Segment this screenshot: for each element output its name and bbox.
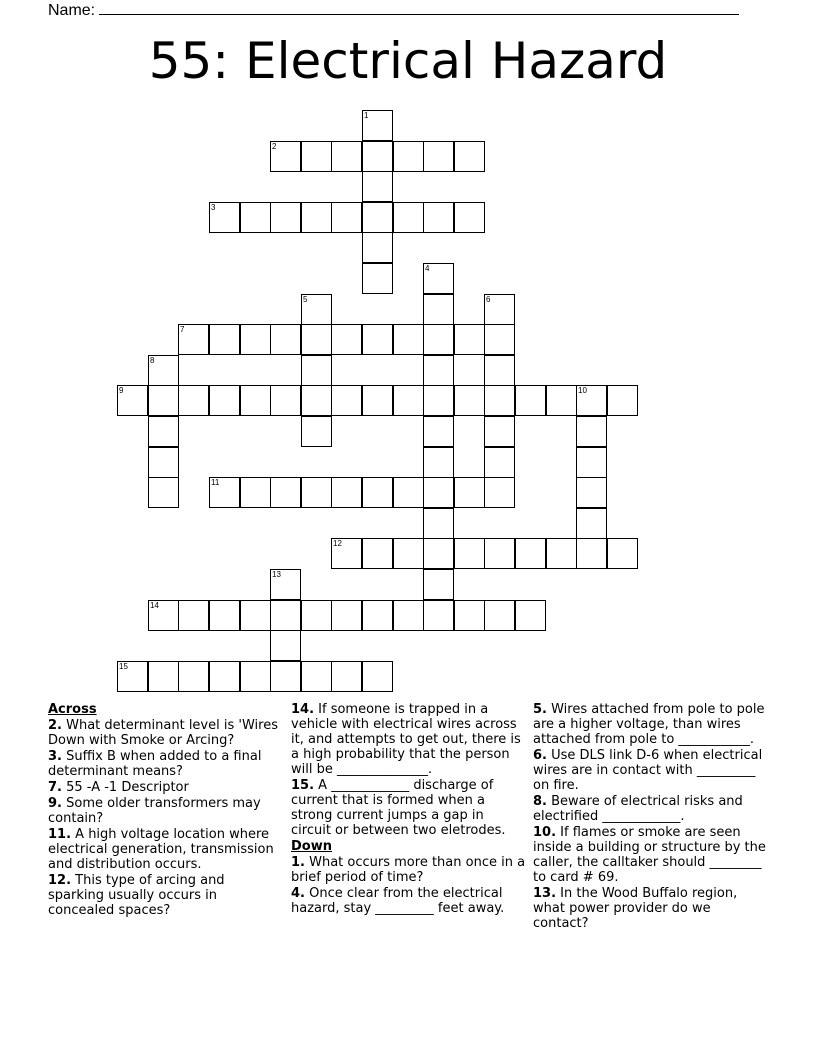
grid-cell[interactable]	[331, 202, 362, 233]
grid-cell[interactable]	[209, 477, 240, 508]
grid-cell[interactable]	[454, 202, 485, 233]
grid-cell[interactable]	[362, 600, 393, 631]
clue-text: In the Wood Buffalo region, what power provider do we contact?	[533, 886, 738, 931]
grid-cell[interactable]	[454, 385, 485, 416]
grid-cell[interactable]	[607, 538, 638, 569]
grid-cell[interactable]	[546, 385, 577, 416]
grid-cell[interactable]	[331, 385, 362, 416]
grid-cell[interactable]	[301, 355, 332, 386]
grid-cell[interactable]	[576, 508, 607, 539]
grid-cell[interactable]	[270, 569, 301, 600]
grid-cell[interactable]	[209, 202, 240, 233]
clues-column-3	[533, 702, 769, 932]
grid-cell[interactable]	[240, 202, 271, 233]
clue-number: 2.	[48, 718, 62, 733]
clue-text: What determinant level is 'Wires Down with Smoke or Arcing?	[48, 718, 278, 748]
grid-cell[interactable]	[117, 385, 148, 416]
page-title: 55: Electrical Hazard	[148, 32, 668, 90]
clue-text: This type of arcing and sparking usually occurs in concealed spaces?	[48, 873, 225, 918]
clue-number: 1.	[291, 855, 305, 870]
grid-cell[interactable]	[423, 447, 454, 478]
grid-cell[interactable]	[362, 202, 393, 233]
grid-cell[interactable]	[178, 661, 209, 692]
grid-cell[interactable]	[362, 263, 393, 294]
grid-cell[interactable]	[484, 324, 515, 355]
clue-number: 15.	[291, 778, 315, 793]
clue-text: Some older transformers may contain?	[48, 796, 261, 826]
grid-cell[interactable]	[484, 600, 515, 631]
grid-cell[interactable]	[423, 385, 454, 416]
clue-number: 8	[150, 356, 155, 365]
grid-cell[interactable]	[209, 661, 240, 692]
grid-cell[interactable]	[484, 385, 515, 416]
clue-text: A ____________ discharge of current that is formed when a strong current jumps a gap in circuit or between two eletrodes.	[291, 778, 506, 838]
clue-text: Suffix B when added to a final determinant means?	[48, 749, 262, 779]
grid-cell[interactable]	[148, 661, 179, 692]
grid-cell[interactable]	[546, 538, 577, 569]
grid-cell[interactable]	[515, 538, 546, 569]
clues-column-1	[48, 702, 284, 919]
grid-cell[interactable]	[240, 661, 271, 692]
grid-cell[interactable]	[301, 416, 332, 447]
grid-cell[interactable]	[209, 385, 240, 416]
clue-text: Beware of electrical risks and electrified ____________.	[533, 794, 743, 824]
grid-cell[interactable]	[270, 385, 301, 416]
grid-cell[interactable]	[576, 447, 607, 478]
grid-cell[interactable]	[301, 385, 332, 416]
clue-text: Once clear from the electrical hazard, stay _________ feet away.	[291, 886, 505, 916]
grid-cell[interactable]	[301, 477, 332, 508]
clue-item	[291, 855, 527, 885]
grid-cell[interactable]	[576, 538, 607, 569]
clue-item	[533, 886, 769, 931]
grid-cell[interactable]	[148, 355, 179, 386]
clue-number: 3	[211, 203, 216, 212]
grid-cell[interactable]	[270, 477, 301, 508]
grid-cell[interactable]	[270, 661, 301, 692]
clue-item	[291, 886, 527, 916]
grid-cell[interactable]	[362, 110, 393, 141]
grid-cell[interactable]	[301, 324, 332, 355]
clue-number: 14	[150, 601, 159, 610]
grid-cell[interactable]	[454, 141, 485, 172]
grid-cell[interactable]	[393, 202, 424, 233]
name-label: Name:	[48, 2, 96, 19]
grid-cell[interactable]	[331, 477, 362, 508]
clue-number: 6.	[533, 748, 547, 763]
grid-cell[interactable]	[576, 416, 607, 447]
grid-cell[interactable]	[484, 355, 515, 386]
clue-number: 9	[119, 386, 124, 395]
grid-cell[interactable]	[362, 171, 393, 202]
grid-cell[interactable]	[331, 661, 362, 692]
grid-cell[interactable]	[423, 508, 454, 539]
grid-cell[interactable]	[178, 324, 209, 355]
grid-cell[interactable]	[576, 477, 607, 508]
grid-cell[interactable]	[331, 141, 362, 172]
grid-cell[interactable]	[423, 294, 454, 325]
grid-cell[interactable]	[393, 477, 424, 508]
grid-cell[interactable]	[423, 538, 454, 569]
grid-cell[interactable]	[393, 538, 424, 569]
grid-cell[interactable]	[607, 385, 638, 416]
clue-number: 15	[119, 662, 128, 671]
clue-item	[291, 702, 527, 777]
clue-number: 13.	[533, 886, 557, 901]
grid-cell[interactable]	[484, 538, 515, 569]
clue-number: 4	[425, 264, 430, 273]
clue-text: A high voltage location where electrical generation, transmission and distribution occurs.	[48, 827, 274, 872]
grid-cell[interactable]	[178, 600, 209, 631]
grid-cell[interactable]	[301, 661, 332, 692]
grid-cell[interactable]	[393, 385, 424, 416]
grid-cell[interactable]	[393, 141, 424, 172]
grid-cell[interactable]	[484, 447, 515, 478]
grid-cell[interactable]	[331, 600, 362, 631]
grid-cell[interactable]	[423, 416, 454, 447]
clue-number: 12	[333, 539, 342, 548]
clue-number: 10.	[533, 825, 557, 840]
grid-cell[interactable]	[148, 600, 179, 631]
grid-cell[interactable]	[240, 385, 271, 416]
grid-cell[interactable]	[454, 477, 485, 508]
grid-cell[interactable]	[148, 477, 179, 508]
grid-cell[interactable]	[362, 385, 393, 416]
clue-item	[533, 702, 769, 747]
clue-number: 6	[486, 295, 491, 304]
grid-cell[interactable]	[270, 324, 301, 355]
grid-cell[interactable]	[209, 600, 240, 631]
grid-cell[interactable]	[423, 324, 454, 355]
clue-number: 9.	[48, 796, 62, 811]
clue-item	[48, 749, 284, 779]
grid-cell[interactable]	[484, 294, 515, 325]
clue-number: 7.	[48, 780, 62, 795]
clue-text: Wires attached from pole to pole are a higher voltage, than wires attached from pole to ___________.	[533, 702, 765, 747]
clue-item	[533, 794, 769, 824]
grid-cell[interactable]	[423, 477, 454, 508]
grid-cell[interactable]	[515, 600, 546, 631]
grid-cell[interactable]	[301, 600, 332, 631]
clue-item	[48, 780, 284, 795]
grid-cell[interactable]	[148, 385, 179, 416]
grid-cell[interactable]	[423, 355, 454, 386]
clue-number: 3.	[48, 749, 62, 764]
clue-item	[533, 825, 769, 885]
grid-cell[interactable]	[240, 600, 271, 631]
grid-cell[interactable]	[270, 141, 301, 172]
grid-cell[interactable]	[454, 324, 485, 355]
clue-number: 1	[364, 111, 369, 120]
clue-text: What occurs more than once in a brief period of time?	[291, 855, 526, 885]
grid-cell[interactable]	[423, 141, 454, 172]
clue-item	[48, 827, 284, 872]
grid-cell[interactable]	[362, 232, 393, 263]
clues-column-2	[291, 702, 527, 917]
grid-cell[interactable]	[362, 141, 393, 172]
grid-cell[interactable]	[117, 661, 148, 692]
grid-cell[interactable]	[454, 600, 485, 631]
clue-number: 13	[272, 570, 281, 579]
grid-cell[interactable]	[423, 263, 454, 294]
clue-item	[48, 796, 284, 826]
grid-cell[interactable]	[209, 324, 240, 355]
clue-number: 10	[578, 386, 587, 395]
grid-cell[interactable]	[301, 294, 332, 325]
clue-number: 4.	[291, 886, 305, 901]
grid-cell[interactable]	[301, 202, 332, 233]
clue-number: 12.	[48, 873, 72, 888]
grid-cell[interactable]	[331, 538, 362, 569]
grid-cell[interactable]	[270, 600, 301, 631]
grid-cell[interactable]	[331, 324, 362, 355]
clue-text: 55 -A -1 Descriptor	[61, 780, 189, 795]
grid-cell[interactable]	[362, 538, 393, 569]
grid-cell[interactable]	[423, 569, 454, 600]
clue-item	[48, 873, 284, 918]
grid-cell[interactable]	[423, 202, 454, 233]
across-heading: Across	[48, 702, 97, 717]
clue-text: Use DLS link D-6 when electrical wires are in contact with _________ on fire.	[533, 748, 763, 793]
grid-cell[interactable]	[484, 477, 515, 508]
clue-number: 14.	[291, 702, 315, 717]
grid-cell[interactable]	[454, 538, 485, 569]
grid-cell[interactable]	[362, 477, 393, 508]
clue-number: 11.	[48, 827, 72, 842]
grid-cell[interactable]	[148, 416, 179, 447]
clue-text: If someone is trapped in a vehicle with electrical wires across it, and attempts to get out, there is a high probability that the person will be ______________.	[291, 702, 521, 777]
clue-number: 5.	[533, 702, 547, 717]
grid-cell[interactable]	[178, 385, 209, 416]
grid-cell[interactable]	[576, 385, 607, 416]
grid-cell[interactable]	[301, 141, 332, 172]
clue-item	[291, 778, 527, 838]
grid-cell[interactable]	[515, 385, 546, 416]
grid-cell[interactable]	[270, 202, 301, 233]
clue-item	[533, 748, 769, 793]
grid-cell[interactable]	[393, 324, 424, 355]
clue-number: 8.	[533, 794, 547, 809]
clue-number: 7	[180, 325, 185, 334]
grid-cell[interactable]	[423, 600, 454, 631]
grid-cell[interactable]	[148, 447, 179, 478]
grid-cell[interactable]	[393, 600, 424, 631]
clue-item	[48, 718, 284, 748]
down-heading: Down	[291, 839, 332, 854]
clue-number: 11	[211, 478, 220, 487]
grid-cell[interactable]	[362, 324, 393, 355]
clue-number: 5	[303, 295, 308, 304]
clue-number: 2	[272, 142, 277, 151]
grid-cell[interactable]	[240, 477, 271, 508]
grid-cell[interactable]	[484, 416, 515, 447]
grid-cell[interactable]	[362, 661, 393, 692]
grid-cell[interactable]	[270, 630, 301, 661]
grid-cell[interactable]	[240, 324, 271, 355]
clue-text: If flames or smoke are seen inside a building or structure by the caller, the calltaker should ________ to card # 69.	[533, 825, 766, 885]
